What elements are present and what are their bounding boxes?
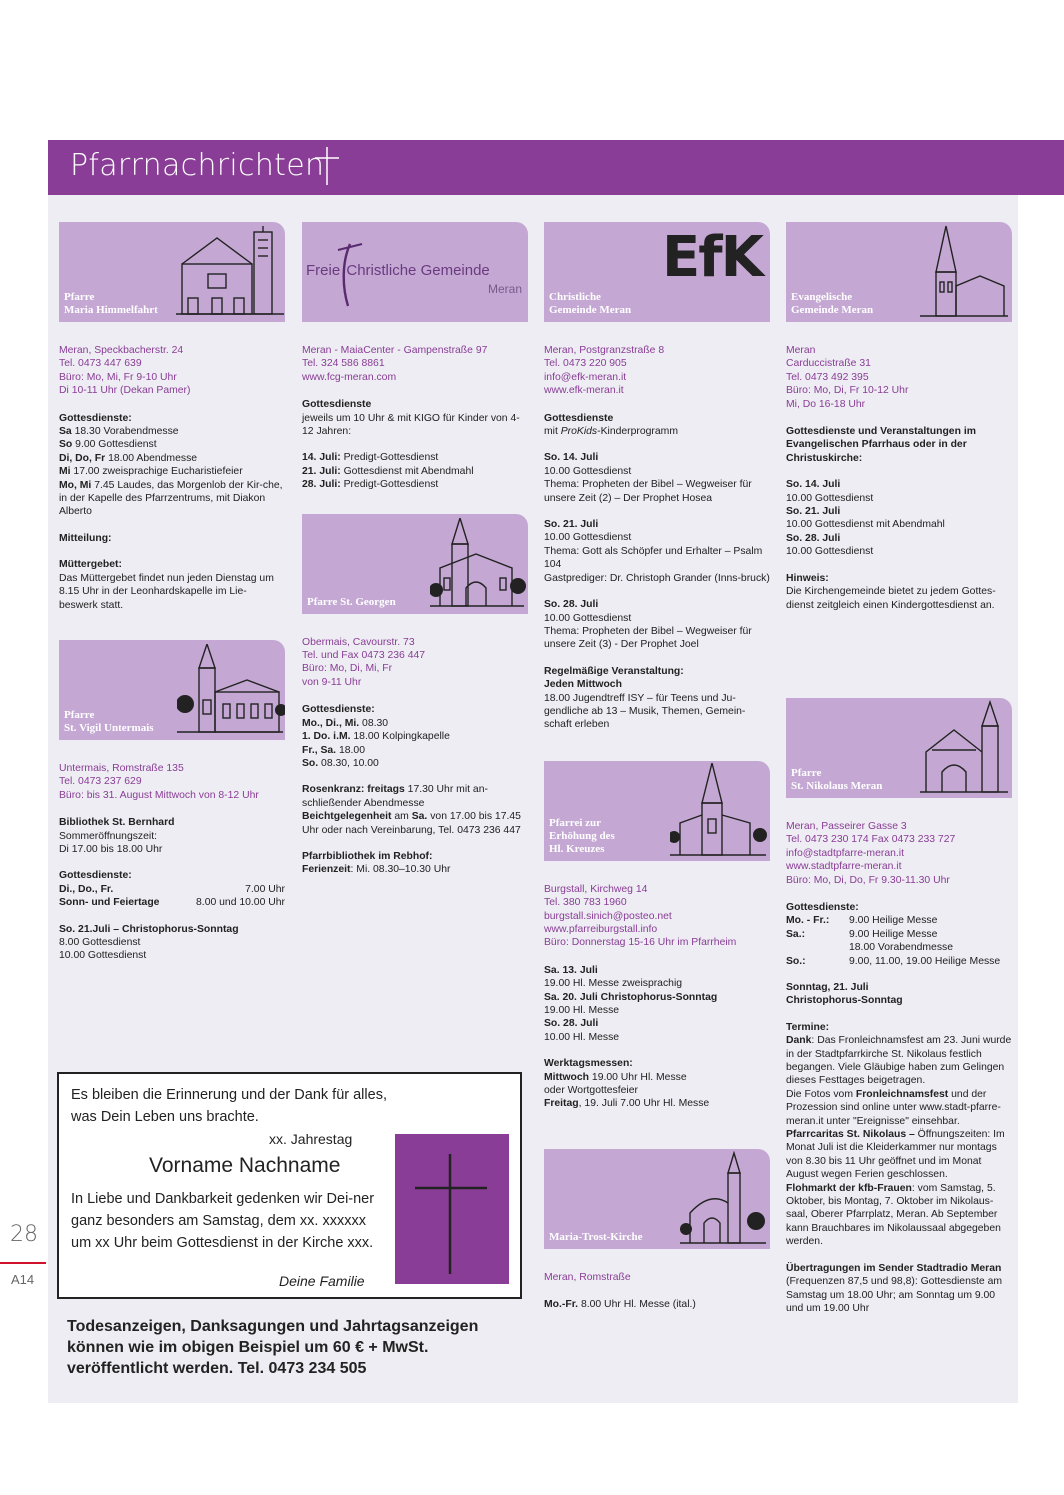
service-line: So.: 9.00, 11.00, 19.00 Heilige Messe [786, 955, 1001, 967]
event-line: Thema: Propheten der Bibel – Wegweiser für unsere Zeit (3) - Der Prophet Joel [544, 625, 752, 651]
rosary-block [302, 783, 528, 837]
death-notice [57, 1072, 522, 1299]
address-line: burgstall.sinich@posteo.net [544, 910, 672, 922]
library-block [59, 816, 285, 856]
regular-heading: Regelmäßige Veranstaltung: [544, 665, 684, 677]
address-line: Meran, Speckbacherstr. 24 [59, 345, 184, 356]
hint-text: Die Kirchengemeinde bietet zu jedem Gottes-dienst zeitgleich einen Kindergottesdienst an. [786, 586, 996, 611]
header-st-vigil [59, 640, 285, 740]
notice-text: Das Müttergebet findet nun jeden Dienstag um 8.15 Uhr in der Leonhardskapelle im Lie-beswerk statt. [59, 572, 274, 611]
event-block [544, 518, 770, 585]
events-block [786, 478, 1012, 558]
service-line: Mo.-Fr. 8.00 Uhr Hl. Messe (ital.) [544, 1299, 696, 1311]
notice-body: In Liebe und Dankbarkeit gedenken wir Dei-ner ganz besonders am Samstag, dem xx. xxxxxx um xx Uhr beim Gottesdienst in der Kirche xxx. [71, 1191, 375, 1251]
event-date: Sa. 20. Juli Christophorus-Sonntag [544, 991, 718, 1003]
address-line: Obermais, Cavourstr. 73 [302, 636, 415, 648]
header-hl-kreuz [544, 761, 770, 861]
address-line: info@stadtpfarre-meran.it [786, 847, 904, 859]
column-4 [786, 222, 1012, 1328]
header-evangelisch [786, 222, 1012, 322]
church-illustration-icon [920, 224, 1010, 320]
notice-line: was Dein Leben uns brachte. [71, 1109, 259, 1125]
header-label: St. Nikolaus Meran [791, 779, 883, 792]
notice-subheading: Müttergebet: [59, 559, 122, 571]
column-2 [302, 222, 528, 890]
address-line: Meran, Passeirer Gasse 3 [786, 820, 907, 832]
column-1 [59, 222, 285, 976]
address-line: Meran - MaiaCenter - Gampenstraße 97 [302, 345, 488, 356]
header-label: Pfarre St. Georgen [307, 595, 396, 608]
service-line: Di., Do., Fr. 7.00 Uhr [59, 883, 285, 895]
service-line: Sa 18.30 Vorabendmesse [59, 426, 179, 438]
event-line: Gastprediger: Dr. Christoph Grander (Inns-bruck) [544, 572, 770, 584]
event-line: 10.00 Gottesdienst [786, 492, 874, 504]
address-block [786, 820, 1012, 887]
header-label: Erhöhung des [549, 829, 615, 842]
rosary-text: Rosenkranz: freitags 17.30 Uhr mit an-schließender Abendmesse [302, 784, 488, 809]
event-date: So. 28. Juli [544, 1018, 599, 1030]
cross-box [395, 1134, 509, 1284]
address-line: www.stadtpfarre-meran.it [786, 861, 902, 873]
logo-text: Christliche [346, 262, 417, 279]
efk-logo: EfK [661, 225, 762, 290]
header-label: St. Vigil Untermais [64, 721, 154, 734]
event-date: So. 14. Juli [786, 479, 841, 491]
library-block [302, 850, 528, 877]
header-label: Hl. Kreuzes [549, 842, 605, 855]
events-block [544, 964, 770, 1044]
event-line: 10.00 Gottesdienst [786, 546, 874, 558]
address-line: Meran, Postgranzstraße 8 [544, 345, 665, 356]
date-line: 28. Juli: Predigt-Gottesdienst [302, 479, 439, 491]
event-line: Thema: Propheten der Bibel – Wegweiser für unsere Zeit (2) – Der Prophet Hosea [544, 479, 752, 504]
termine-text: Die Fotos vom Fronleichnamsfest und der Prozession sind online unter www.stadt-pfarre-meran.it unter "Ereignisse" einsehbar. [786, 1088, 1001, 1127]
weekday-line: Freitag, 19. Juli 7.00 Uhr Hl. Messe [544, 1098, 710, 1110]
address-block [302, 636, 528, 690]
address-line: Büro: Mo, Di, Fr 10-12 Uhr [786, 385, 909, 397]
header-label: Pfarrei zur [549, 816, 602, 829]
termine-block [786, 1021, 1012, 1249]
church-illustration-icon [176, 226, 286, 318]
service-line: Fr., Sa. 18.00 [302, 744, 365, 756]
library-heading: Pfarrbibliothek im Rebhof: [302, 850, 433, 862]
radio-block: Übertragungen im Sender Stadtradio Meran (Frequenzen 87,5 und 98,8): Gottesdienste am Samstag um 18.00 Uhr; am Sonntag um 9.00 und um 19.00 Uhr [786, 1262, 1003, 1314]
services-heading: Gottesdienste [544, 412, 614, 424]
regular-subheading: Jeden Mittwoch [544, 679, 622, 691]
page-code: A14 [11, 1272, 35, 1287]
services-heading: Gottesdienste: [302, 704, 375, 716]
address-block [786, 344, 1012, 411]
address-line: Meran, Romstraße [544, 1271, 631, 1283]
header-label: Gemeinde Meran [791, 304, 874, 316]
service-line: So. 08.30, 10.00 [302, 757, 379, 769]
service-line: Sa.: 9.00 Heilige Messe [786, 928, 938, 940]
service-line: Mo, Mi 7.45 Laudes, das Morgenlob der Kir-che, in der Kapelle des Pfarrzentrums, mit Diakon Alberto [59, 479, 283, 518]
church-illustration-icon [920, 700, 1010, 796]
event-date: So. 14. Juli [544, 452, 599, 464]
services-text: jeweils um 10 Uhr & mit KIGO für Kinder von 4-12 Jahren: [302, 412, 520, 438]
address-line: Tel. 0473 220 905 [544, 358, 627, 370]
address-line: Meran [786, 345, 816, 356]
address-line: Büro: Mo, Di, Mi, Fr [302, 663, 393, 675]
advertisement-note: Todesanzeigen, Danksagungen und Jahrtagsanzeigen können wie im obigen Beispiel um 60 € + MwSt. veröffentlicht werden. Tel. 0473 234 505 [67, 1318, 479, 1377]
notice-heading: Mitteilung: [59, 532, 112, 544]
cross-icon [312, 145, 342, 187]
header-efk [544, 222, 770, 322]
address-line: Burgstall, Kirchweg 14 [544, 883, 648, 895]
church-illustration-icon [670, 763, 768, 859]
address-line: Büro: Mo, Di, Do, Fr 9.30-11.30 Uhr [786, 874, 950, 886]
section-banner [48, 140, 1064, 195]
deceased-name: Vorname Nachname [149, 1154, 341, 1177]
event-line: 10.00 Gottesdienst mit Abendmahl [786, 519, 945, 531]
weekday-block [544, 1057, 770, 1111]
services-text: mit ProKids-Kinderprogramm [544, 426, 678, 438]
services-heading: Gottesdienste und Veranstaltungen im Evangelischen Pfarrhaus oder in der Christuskirche: [786, 426, 976, 464]
address-line: Tel. 0473 492 395 [786, 371, 869, 383]
header-maria-himmelfahrt [59, 222, 285, 322]
event-date: Sa. 13. Juli [544, 964, 598, 976]
services-heading: Gottesdienste: [786, 901, 859, 913]
header-label: Pfarre [64, 291, 95, 303]
service-line: Sonn- und Feiertage 8.00 und 10.00 Uhr [59, 897, 285, 909]
service-line: Di, Do, Fr 18.00 Abendmesse [59, 452, 198, 464]
logo-text: Freie [306, 262, 341, 279]
header-label: Gemeinde Meran [549, 304, 632, 316]
weekday-line: Mittwoch 19.00 Uhr Hl. Messe [544, 1071, 687, 1083]
dates-block [302, 451, 528, 491]
event-block [544, 451, 770, 505]
address-line: Tel. 0473 237 629 [59, 776, 142, 788]
services-block [59, 869, 285, 909]
sunday-block [786, 981, 1012, 1008]
regular-block [544, 665, 770, 732]
header-maria-trost [544, 1149, 770, 1249]
services-block [302, 398, 528, 438]
address-line: Tel. 324 586 8861 [302, 358, 385, 370]
event-date: So. 21. Juli [544, 519, 599, 531]
notice-line: Es bleiben die Erinnerung und der Dank für alles, [71, 1087, 387, 1103]
address-block [302, 344, 528, 384]
event-line: 10.00 Gottesdienst [544, 532, 632, 544]
event-block [544, 598, 770, 652]
service-line: Mo. - Fr.: 9.00 Heilige Messe [786, 915, 938, 927]
header-label: Pfarre [64, 708, 95, 721]
services-block [786, 901, 1012, 968]
event-line: 10.00 Gottesdienst [544, 465, 632, 477]
termine-heading: Termine: [786, 1021, 830, 1033]
regular-text: 18.00 Jugendtreff ISY – für Teens und Ju-gendliche ab 13 – Musik, Themen, Gemein-schaft erleben [544, 692, 746, 731]
library-heading: Bibliothek St. Bernhard [59, 817, 175, 829]
weekday-line: oder Wortgottesfeier [544, 1085, 638, 1097]
page-number: 28 [10, 1222, 38, 1247]
header-label: Christliche [549, 291, 601, 303]
services-block [302, 703, 528, 770]
event-line: 19.00 Hl. Messe [544, 1005, 620, 1016]
address-line: Untermais, Romstraße 135 [59, 762, 184, 774]
header-label: Maria-Trost-Kirche [549, 1230, 643, 1243]
address-line: Tel. 0473 230 174 Fax 0473 233 727 [786, 834, 956, 846]
address-line: Tel. 380 783 1960 [544, 897, 627, 909]
services-block [59, 412, 285, 519]
services-heading: Gottesdienste: [59, 412, 132, 424]
address-line: Tel. und Fax 0473 236 447 [302, 650, 426, 662]
address-line: Büro: Mo, Mi, Fr 9-10 Uhr [59, 371, 177, 383]
address-line: Tel. 0473 447 639 [59, 358, 142, 370]
header-st-nikolaus [786, 698, 1012, 798]
church-illustration-icon [177, 644, 285, 736]
address-line: www.fcg-meran.com [302, 371, 397, 383]
address-block [59, 762, 285, 802]
services-block [544, 412, 770, 439]
address-block [544, 344, 770, 398]
termine-text: Flohmarkt der kfb-Frauen: vom Samstag, 5. Oktober, bis Montag, 7. Oktober im Nikolaus-saal, Oberer Pfarrplatz, Meran. Ab September kann Brauchbares im Nikolaussaal abgegeben werden. [786, 1182, 1001, 1248]
library-line: Di 17.00 bis 18.00 Uhr [59, 843, 163, 855]
event-date: So. 21. Juli [786, 506, 841, 518]
event-date: So. 28. Juli [786, 532, 841, 544]
header-label: Maria Himmelfahrt [64, 304, 158, 316]
event-line: 10.00 Hl. Messe [544, 1031, 620, 1043]
service-line: 1. Do. i.M. 18.00 Kolpingkapelle [302, 731, 450, 743]
signature: Deine Familie [279, 1273, 365, 1289]
column-3 [544, 222, 770, 1325]
service-line: Mi 17.00 zweisprachige Eucharistiefeier [59, 466, 243, 478]
services-heading: Gottesdienste: [59, 870, 132, 882]
library-line: Sommeröffnungszeit: [59, 830, 157, 842]
header-label: Evangelische [791, 291, 853, 303]
library-line: Ferienzeit: Mi. 08.30–10.30 Uhr [302, 864, 451, 876]
address-line: Di 10-11 Uhr (Dekan Pamer) [59, 385, 191, 397]
address-line: von 9-11 Uhr [302, 676, 362, 688]
church-illustration-icon [430, 518, 526, 610]
logo-text: Gemeinde [420, 262, 490, 279]
confession-text: Beichtgelegenheit am Sa. von 17.00 bis 17.45 Uhr oder nach Vereinbarung, Tel. 0473 236 447 [302, 811, 521, 836]
header-st-georgen [302, 514, 528, 614]
sunday-line: Christophorus-Sonntag [786, 995, 903, 1007]
service-line: Mo., Di., Mi. 08.30 [302, 717, 389, 729]
address-line: Büro: bis 31. August Mittwoch von 8-12 Uhr [59, 789, 259, 801]
services-heading: Gottesdienste [302, 399, 372, 411]
address-block [544, 883, 770, 950]
weekday-heading: Werktagsmessen: [544, 1058, 633, 1070]
date-line: 14. Juli: Predigt-Gottesdienst [302, 452, 439, 464]
service-line: 18.00 Vorabendmesse [849, 942, 953, 954]
address-line: info@efk-meran.it [544, 371, 627, 383]
event-line: 10.00 Gottesdienst [544, 612, 632, 624]
special-line: 8.00 Gottesdienst [59, 936, 141, 948]
special-block [59, 923, 285, 963]
special-heading: So. 21.Juli – Christophorus-Sonntag [59, 923, 239, 935]
date-line: 21. Juli: Gottesdienst mit Abendmahl [302, 465, 474, 477]
event-line: 19.00 Hl. Messe zweisprachig [544, 978, 683, 990]
section-title: Pfarrnachrichten [70, 148, 325, 183]
header-fcg [302, 222, 528, 322]
service-line: So 9.00 Gottesdienst [59, 439, 157, 451]
cross-icon [395, 1134, 509, 1284]
termine-text: Dank: Das Fronleichnamsfest am 23. Juni wurde in der Stadtpfarrkirche St. Nikolaus festlich begangen. Viele Gläubige haben zum Gelingen dieses Festtages beigetragen. [786, 1035, 1012, 1087]
address-block [59, 344, 285, 398]
address-line: Mi, Do 16-18 Uhr [786, 398, 866, 410]
termine-text: Pfarrcaritas St. Nikolaus – Öffnungszeiten: Im Monat Juli ist die Kleiderkammer nur montags von 8.30 bis 11 Uhr geöffnet und im Monat August wegen Ferien geschlossen. [786, 1129, 1005, 1181]
address-line: Büro: Donnerstag 15-16 Uhr im Pfarrheim [544, 937, 737, 949]
address-line: Carduccistraße 31 [786, 358, 871, 370]
header-label: Pfarre [791, 766, 822, 779]
hint-block [786, 572, 1012, 612]
hint-heading: Hinweis: [786, 572, 829, 584]
sunday-line: Sonntag, 21. Juli [786, 981, 869, 993]
address-line: www.pfarreiburgstall.info [544, 923, 658, 935]
church-illustration-icon [680, 1151, 768, 1247]
event-line: Thema: Gott als Schöpfer und Erhalter – Psalm 104 [544, 545, 763, 571]
page-marker-line [0, 1262, 46, 1264]
logo-city: Meran [487, 282, 522, 296]
notice-block [59, 558, 285, 612]
anniversary: xx. Jahrestag [269, 1131, 353, 1147]
address-line: www.efk-meran.it [544, 385, 624, 397]
event-date: So. 28. Juli [544, 599, 599, 611]
special-line: 10.00 Gottesdienst [59, 950, 147, 962]
